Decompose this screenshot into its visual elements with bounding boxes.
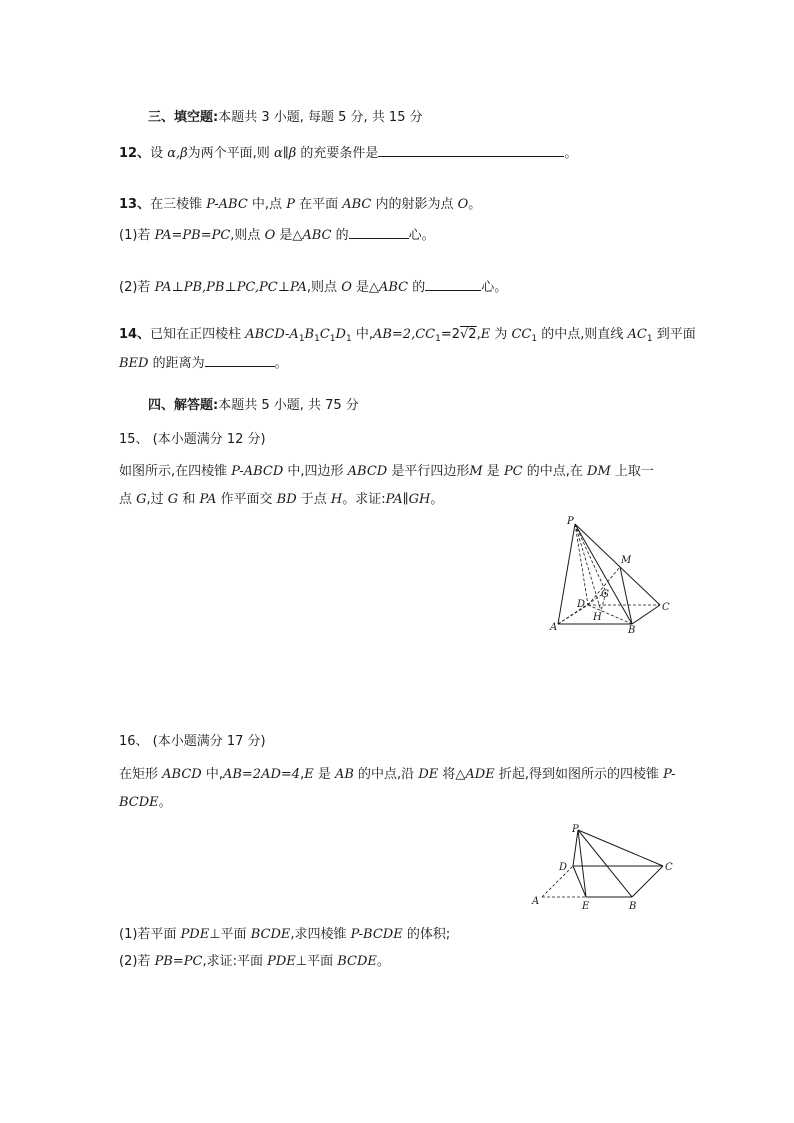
text: 是	[275, 228, 293, 243]
answer-blank[interactable]	[205, 353, 275, 367]
text: 设	[150, 146, 168, 161]
math: G	[136, 492, 147, 507]
edge-pc	[578, 830, 663, 866]
text: 如图所示,在四棱锥	[119, 464, 232, 479]
answer-blank[interactable]	[349, 225, 409, 239]
math: ABCD-A	[245, 327, 299, 342]
text: ,	[300, 767, 305, 782]
math: PA	[199, 492, 217, 507]
segment-mb	[620, 567, 632, 624]
text: ⊥平面	[295, 954, 338, 969]
label-b: B	[629, 901, 637, 912]
label-p: P	[567, 516, 574, 527]
question-16-part-2	[119, 953, 390, 971]
label-p: P	[572, 824, 579, 835]
text: 。求证:	[342, 492, 386, 507]
question-number: 14、	[119, 327, 151, 342]
text: ,则点	[306, 280, 342, 295]
text: 的中点,则直线	[537, 327, 628, 342]
math: E	[304, 767, 314, 782]
math: PA∥GH	[385, 492, 431, 507]
math: AB	[334, 767, 354, 782]
subscript: 1	[314, 334, 320, 344]
math: α,β	[167, 146, 188, 161]
text: 心。	[481, 280, 508, 295]
math: P-	[663, 767, 676, 782]
subscript: 1	[435, 334, 441, 344]
math: DM	[587, 464, 611, 479]
section-3-heading	[148, 109, 423, 127]
question-14-line-2	[119, 353, 288, 373]
label-a: A	[532, 896, 540, 907]
question-13-part-2	[119, 277, 507, 297]
math: α∥β	[273, 146, 297, 161]
math: AB=2AD=4	[222, 767, 301, 782]
label-g: G	[601, 589, 609, 600]
math: PA=PB=PC	[154, 228, 231, 243]
math: BCDE	[119, 795, 159, 810]
label-e: E	[582, 901, 590, 912]
text: 的充要条件是	[296, 146, 379, 161]
text: (2)若	[119, 280, 155, 295]
label-c: C	[665, 862, 673, 873]
text: 在矩形	[119, 767, 163, 782]
math: P-BCDE	[350, 927, 403, 942]
math: CC	[511, 327, 532, 342]
question-number: 13、	[119, 197, 151, 212]
edge-bc	[632, 866, 663, 897]
text: ,	[476, 327, 481, 342]
math: △ABC	[292, 228, 332, 243]
text: 点	[119, 492, 137, 507]
math: D	[335, 327, 346, 342]
segment-pg	[575, 524, 606, 592]
text: 的	[331, 228, 349, 243]
label-m: M	[621, 555, 632, 566]
text: 的体积;	[402, 927, 451, 942]
edge-pd	[573, 830, 578, 866]
question-15-line-1	[119, 463, 654, 481]
subscript: 1	[298, 334, 305, 344]
text: 是	[482, 464, 504, 479]
text: 为两个平面,则	[187, 146, 274, 161]
edge-bc	[632, 605, 660, 624]
section-4-heading	[148, 397, 359, 415]
text: 在三棱锥	[150, 197, 207, 212]
edge-pb	[578, 830, 632, 897]
question-16-header	[119, 733, 266, 751]
text: 在平面	[294, 197, 343, 212]
text: (1)若平面	[119, 927, 181, 942]
math: G	[167, 492, 179, 507]
text: (1)若	[119, 228, 155, 243]
subscript: 1	[646, 334, 653, 344]
question-16-line-2	[119, 794, 172, 812]
text: 。	[468, 197, 482, 212]
math: E	[480, 327, 491, 342]
math: M	[469, 464, 483, 479]
question-16-line-1	[119, 766, 676, 784]
label-d: D	[577, 599, 586, 610]
text: 中,	[351, 327, 373, 342]
question-12	[119, 143, 577, 163]
math: B	[304, 327, 315, 342]
text: ⊥平面	[209, 927, 251, 942]
section-3-title: 三、填空题:	[148, 110, 219, 125]
text: 是	[313, 767, 335, 782]
math: ABCD	[347, 464, 388, 479]
text: 中,四边形	[283, 464, 348, 479]
sqrt: √2	[460, 327, 477, 342]
question-header: 15、 (本小题满分 12 分)	[119, 432, 266, 447]
math: ABCD	[162, 767, 202, 782]
math: ABC	[342, 197, 372, 212]
question-16-part-1	[119, 926, 450, 944]
text: 中,	[201, 767, 223, 782]
math: PDE	[180, 927, 210, 942]
text: 的距离为	[148, 356, 205, 371]
subscript: 1	[329, 334, 336, 344]
edge-ad	[542, 866, 573, 897]
section-4-desc: 本题共 5 小题, 共 75 分	[218, 398, 359, 413]
math: AC	[627, 327, 647, 342]
section-3-desc: 本题共 3 小题, 每题 5 分, 共 15 分	[218, 110, 423, 125]
text: 是平行四边形	[387, 464, 470, 479]
section-4-title: 四、解答题:	[148, 398, 219, 413]
text: 上取一	[610, 464, 654, 479]
math: BCDE	[337, 954, 377, 969]
text: 的中点,在	[522, 464, 588, 479]
text: 将	[438, 767, 456, 782]
text: 。	[376, 954, 390, 969]
text: 。	[564, 146, 578, 161]
math: C	[319, 327, 330, 342]
label-a: A	[550, 622, 558, 633]
text: 中,点	[247, 197, 287, 212]
text: (2)若	[119, 954, 155, 969]
text: 。	[158, 795, 172, 810]
math: △ADE	[455, 767, 495, 782]
question-14-line-1	[119, 326, 696, 348]
question-number: 12、	[119, 146, 151, 161]
label-d: D	[559, 862, 568, 873]
math: PB=PC	[154, 954, 203, 969]
label-h: H	[593, 612, 602, 623]
math: BCDE	[250, 927, 291, 942]
label-b: B	[628, 625, 636, 636]
math: H	[330, 492, 343, 507]
math: △ABC	[369, 280, 409, 295]
math: O	[341, 280, 352, 295]
subscript: 1	[531, 334, 538, 344]
math: DE	[418, 767, 439, 782]
math: =2	[440, 327, 461, 342]
pyramid-figure-q15	[540, 512, 680, 637]
text: 作平面交	[216, 492, 277, 507]
math: PC	[503, 464, 523, 479]
text: 于点	[296, 492, 331, 507]
folded-pyramid-figure-q16	[528, 820, 688, 915]
math: BED	[119, 356, 149, 371]
question-13-stem	[119, 196, 481, 214]
text: 折起,得到如图所示的四棱锥	[494, 767, 664, 782]
text: 到平面	[652, 327, 696, 342]
segment-mc-overlay	[620, 567, 660, 605]
math: PDE	[267, 954, 296, 969]
answer-blank[interactable]	[425, 277, 481, 291]
math: O	[457, 197, 469, 212]
text: 的中点,沿	[353, 767, 419, 782]
text: 心。	[408, 228, 435, 243]
text: ,求四棱锥	[290, 927, 351, 942]
answer-blank[interactable]	[378, 143, 564, 157]
math: P-ABCD	[231, 464, 284, 479]
text: 。	[430, 492, 444, 507]
math: P	[286, 197, 295, 212]
edge-pa	[558, 524, 575, 624]
text: 的	[408, 280, 426, 295]
text: 已知在正四棱柱	[150, 327, 246, 342]
text: ,求证:平面	[202, 954, 268, 969]
question-13-part-1	[119, 225, 435, 245]
text: 。	[274, 356, 288, 371]
text: 为	[490, 327, 512, 342]
subscript: 1	[345, 334, 352, 344]
math: AB=2,CC	[372, 327, 436, 342]
math: PA⊥PB,PB⊥PC,PC⊥PA	[154, 280, 307, 295]
text: ,过	[146, 492, 168, 507]
text: 是	[351, 280, 369, 295]
question-15-line-2	[119, 491, 443, 509]
math: P-ABC	[206, 197, 248, 212]
question-header: 16、 (本小题满分 17 分)	[119, 734, 266, 749]
text: 内的射影为点	[371, 197, 458, 212]
text: ,则点	[230, 228, 265, 243]
label-c: C	[662, 602, 670, 613]
math: BD	[276, 492, 297, 507]
question-15-header	[119, 431, 266, 449]
math: O	[264, 228, 276, 243]
text: 和	[178, 492, 200, 507]
